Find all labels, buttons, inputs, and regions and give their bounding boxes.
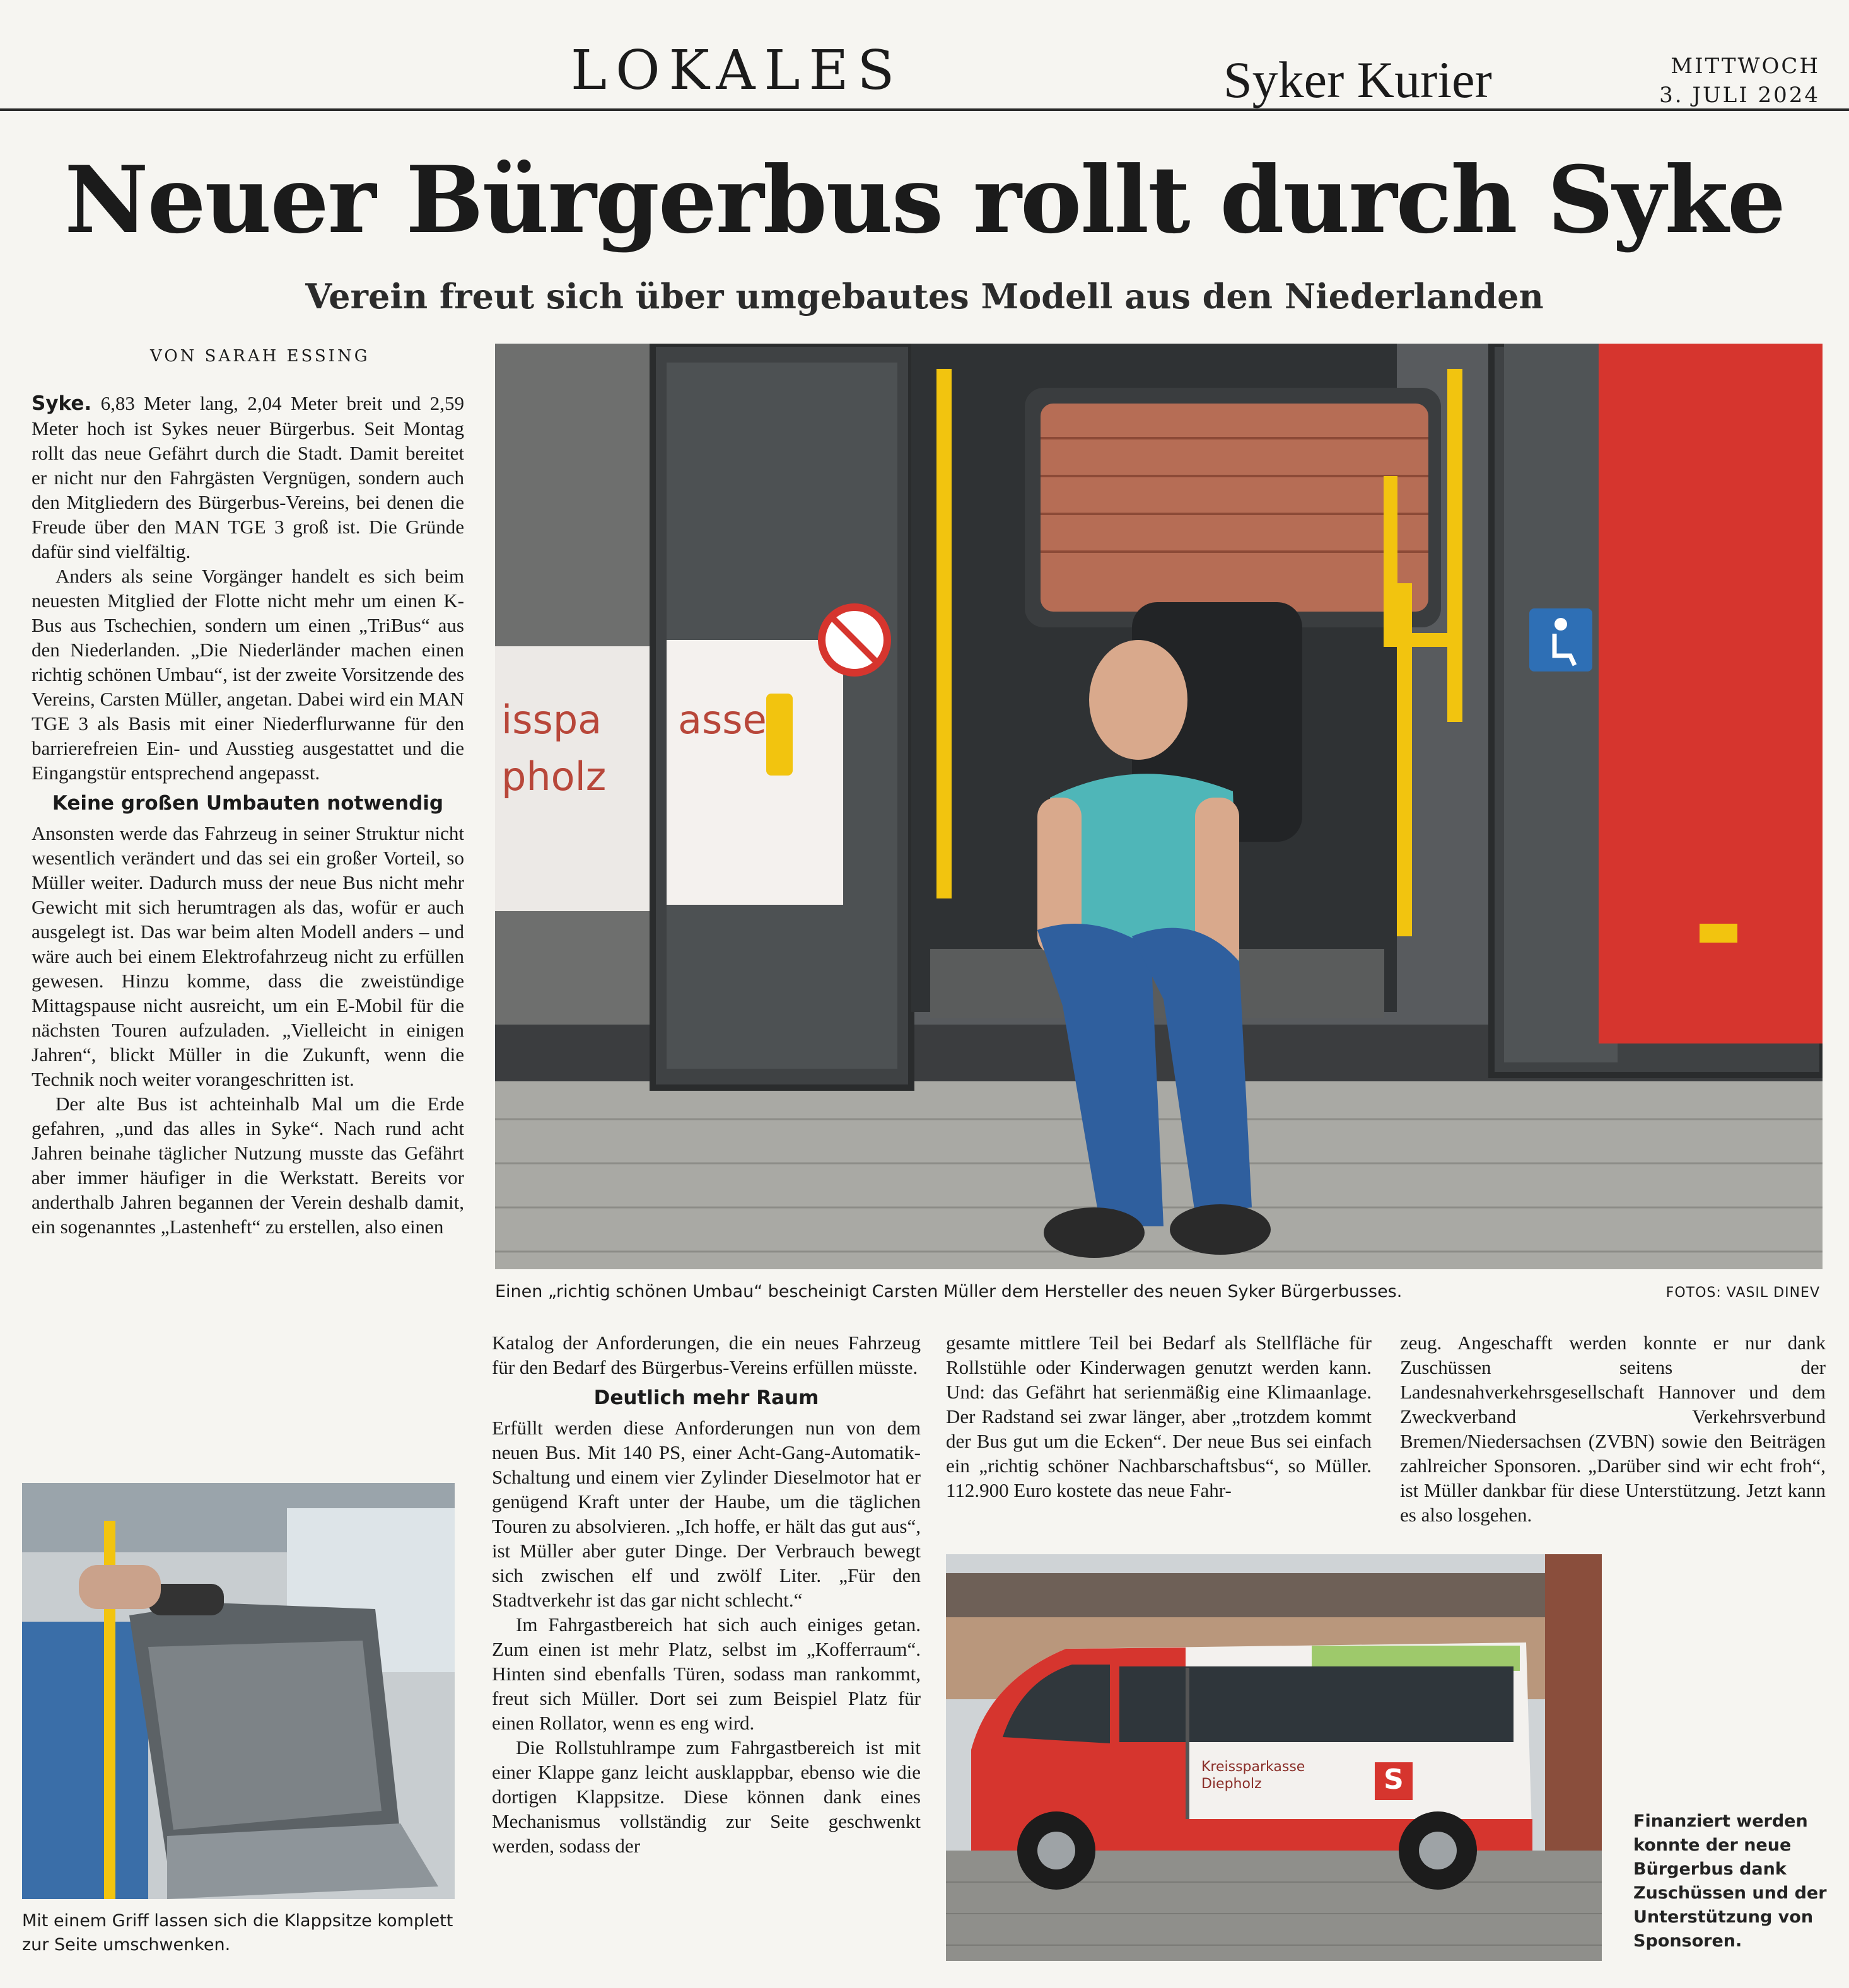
bus-side-lettering-2: asse [678,697,767,743]
paragraph [32,391,464,564]
main-photo-illustration [495,344,1823,1269]
paragraph: Katalog der Anforderungen, die ein neues Fahrzeug für den Bedarf des Bürgerbus-Vereins erfüllen müsste. [492,1332,921,1378]
section-title: LOKALES [571,39,904,102]
paragraph: Der alte Bus ist achteinhalb Mal um die Erde gefahren, „und das alles in Syke“. Nach rund acht Jahren beinahe täglicher Nutzung musste das Gefährt aber immer häufiger in die Werkstatt. Bereits vor anderthalb Jahren begannen der Verein deshalb damit, ein sogenanntes „Lastenheft“ zu erstellen, also einen [32,1093,464,1238]
paragraph: Im Fahrgastbereich hat sich auch einiges getan. Zum einen ist mehr Platz, selbst im „Kofferraum“. Hinten sind ebenfalls Türen, sodass man rankommt, freut sich Müller. Dort sei zum Beispiel Platz für einen Rollator, wenn es eng wird. [492,1613,921,1734]
paragraph: Die Rollstuhlrampe zum Fahrgastbereich ist mit einer Klappe ganz leicht ausklappbar, ebenso wie die dortigen Klappsitze. Diese können dank eines Mechanismus vollständig zur Seite geschwenkt werden, sodass der [492,1736,921,1857]
date: 3. JULI 2024 [1659,83,1820,108]
article-column-2 [492,1330,921,1858]
article-column-1 [32,391,464,1239]
seat-photo-illustration [22,1483,455,1899]
subheading: Keine großen Umbauten notwendig [52,792,444,815]
paragraph: zeug. Angeschafft werden konnte er nur dank Zuschüssen seitens der Landesnahverkehrsgesellschaft Hannover und dem Zweckverband Verkehrsverbund Bremen/Niedersachsen (ZVBN) sowie den Beiträgen zahlreicher Sponsoren. „Darüber sind wir echt froh“, ist Müller dankbar für diese Unterstützung. Jetzt kann es also losgehen. [1400,1332,1826,1526]
headline: Neuer Bürgerbus rollt durch Syke [64,146,1785,254]
paragraph: Anders als seine Vorgänger handelt es sich beim neuesten Mitglied der Flotte nicht mehr um einen K-Bus aus Tschechien, sondern um einen „TriBus“ aus den Niederlanden. „Die Niederländer machen einen richtig schönen Umbau“, ist der zweite Vorsitzende des Vereins, Carsten Müller, angetan. Dabei wird ein MAN TGE 3 als Basis mit einer Niederflurwanne für den barrierefreien Ein- und Ausstieg ausgestattet und die Eingangstür entsprechend angepasst. [32,565,464,784]
seat-photo [22,1483,455,1899]
newspaper-name: Syker Kurier [1223,51,1492,108]
paragraph-text: 6,83 Meter lang, 2,04 Meter breit und 2,59 Meter hoch ist Sykes neuer Bürgerbus. Seit Montag rollt das neue Gefährt durch die Stadt. Damit bereitet er nicht nur den Fahrgästen Vergnügen, sondern auch den Mitgliedern des Bürgerbus-Vereins, bei denen die Freude über den MAN TGE 3 groß ist. Die Gründe dafür sind vielfältig. [32,392,465,562]
paragraph: gesamte mittlere Teil bei Bedarf als Stellfläche für Rollstühle oder Kinderwagen genutzt werden kann. Und: das Gefährt hat serienmäßig eine Klimaanlage. Der Radstand sei zwar länger, aber „trotzdem kommt der Bus gut um die Ecken“. Der neue Bus sei einfach ein „richtig schöner Nachbarschaftsbus“, so Müller. 112.900 Euro kostete das neue Fahr- [946,1332,1372,1501]
paragraph: Ansonsten werde das Fahrzeug in seiner Struktur nicht wesentlich verändert und das sei ein großer Vorteil, so Müller weiter. Dadurch muss der neue Bus nicht mehr Gewicht mit sich herumtragen als das, wofür er auch ausgelegt ist. Das war beim alten Modell anders – und wäre auch bei einem Elektrofahrzeug nicht zu erfüllen gewesen. Hinzu komme, dass die zweistündige Mittagspause nicht ausreicht, um ein E-Mobil für die nächsten Touren aufzuladen. „Vielleicht in einigen Jahren“, blickt Müller in die Zukunft, wenn die Technik noch weiter vorangeschritten ist. [32,822,464,1090]
sparkasse-logo: S [1384,1764,1404,1796]
article-column-4 [1400,1330,1826,1527]
bus-side-lettering-1: isspa [501,697,602,743]
bus-side-lettering-3: pholz [501,753,607,799]
article-column-3 [946,1330,1372,1503]
subheading: Deutlich mehr Raum [593,1386,819,1409]
byline: VON SARAH ESSING [150,347,370,366]
dateline: Syke. [32,392,92,415]
weekday: MITTWOCH [1671,54,1820,79]
main-photo [495,344,1823,1269]
bus-photo-illustration [946,1554,1602,1961]
bus-livery-text-1: Kreissparkasse [1201,1759,1305,1775]
paragraph: Erfüllt werden diese Anforderungen nun von dem neuen Bus. Mit 140 PS, einer Acht-Gang-Automatik-Schaltung und einem vier Zylinder Dieselmotor hat er genügend Kraft unter der Haube, um die täglichen Touren zu absolvieren. „Ich hoffe, er hält das gut aus“, ist Müller aber guter Dinge. Der Verbrauch bewegt sich zwischen elf und zwölf Liter. „Für den Stadtverkehr ist das gar nicht schlecht.“ [492,1417,921,1611]
bus-photo-caption: Finanziert werden konnte der neue Bürgerbus dank Zuschüssen und der Unterstützung von Sponsoren. [1633,1811,1827,1951]
subheadline: Verein freut sich über umgebautes Modell aus den Niederlanden [305,276,1544,317]
issue-date [1659,52,1820,110]
photo-credit: FOTOS: VASIL DINEV [1665,1285,1820,1301]
header-rule [0,108,1849,111]
main-photo-caption: Einen „richtig schönen Umbau“ bescheinigt Carsten Müller dem Hersteller des neuen Syker Bürgerbusses. [495,1282,1403,1301]
seat-photo-caption: Mit einem Griff lassen sich die Klappsitze komplett zur Seite umschwenken. [22,1911,453,1955]
bus-photo [946,1554,1602,1961]
bus-livery-text-2: Diepholz [1201,1776,1262,1792]
